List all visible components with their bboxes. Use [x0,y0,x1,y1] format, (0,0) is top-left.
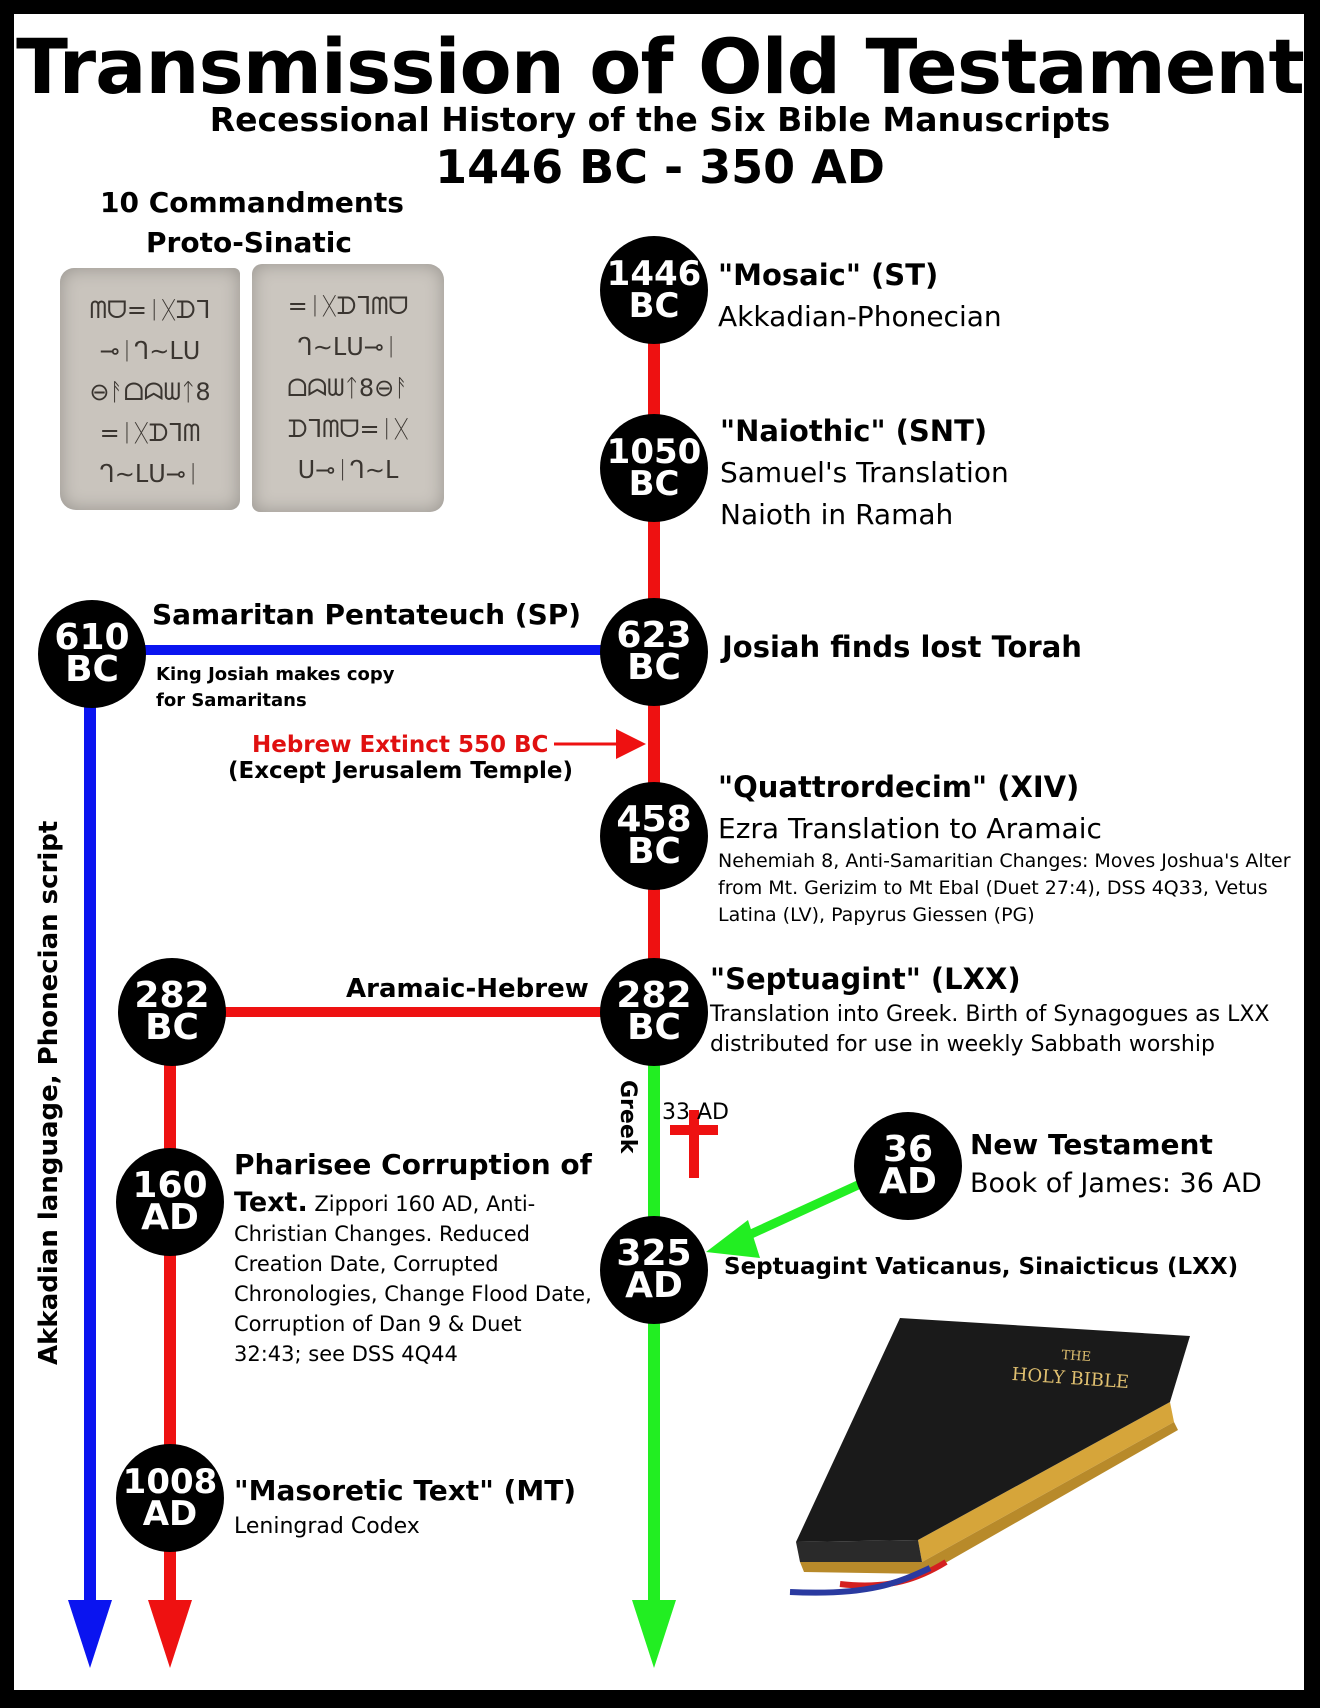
node-610-bc: 610 BC [38,600,146,708]
xiv-note: Nehemiah 8, Anti-Samaritian Changes: Moves Joshua's Alter from Mt. Gerizim to Mt Ebal (Duet 27:4), DSS 4Q33, Vetus Latina (LV), Papyrus Giessen (PG) [718,850,1291,926]
septuagint-title: "Septuagint" (LXX) [710,962,1021,996]
arrow-nt-to-325 [738,1185,858,1240]
xiv-subtitle: Ezra Translation to Aramaic [718,812,1102,845]
samaritan-note-2: for Samaritans [156,690,307,711]
aramaic-hebrew-label: Aramaic-Hebrew [346,974,589,1004]
tablets-label-line1: 10 Commandments [100,186,404,219]
tablet-glyph-row: ᗰᗜ=ᛁᚷᗪᒣ [89,296,211,324]
xiv-title: "Quattrordecim" (XIV) [718,770,1080,804]
josiah-label: Josiah finds lost Torah [722,630,1082,664]
new-testament-subtitle: Book of James: 36 AD [970,1168,1262,1199]
except-temple-label: (Except Jerusalem Temple) [228,758,573,784]
mosaic-subtitle: Akkadian-Phonecian [718,300,1002,333]
greek-label: Greek [615,1080,640,1154]
node-160-ad: 160 AD [116,1148,224,1256]
pharisee-title: Pharisee Corruption of [234,1148,592,1181]
hebrew-extinct-label: Hebrew Extinct 550 BC [252,732,549,758]
arrowhead-blue [68,1600,112,1668]
node-458-bc: 458 BC [600,782,708,890]
node-36-ad: 36 AD [854,1112,962,1220]
stone-tablet-left [60,268,240,510]
tablets-label-line2: Proto-Sinatic [146,226,352,259]
cross-date-label: 33 AD [662,1100,729,1125]
node-623-bc: 623 BC [600,598,708,706]
tablet-glyph-row: ⊖ᚨᗝᗣᗯᛏ8 [89,378,211,406]
new-testament-title: New Testament [970,1128,1213,1161]
bible-title-line1: THE [1061,1347,1092,1366]
tablet-glyph-row: ⊸ᛁᒉ∼ᒪᑌ [99,337,201,365]
node-325-ad: 325 AD [600,1216,708,1324]
tablet-glyph-row: ᒉ∼ᒪᑌ⊸ᛁ [297,333,399,361]
naiothic-subtitle-2: Naioth in Ramah [720,498,954,531]
pharisee-title-2: Text. [234,1187,308,1218]
stone-tablet-right [252,264,444,512]
naiothic-title: "Naiothic" (SNT) [720,414,988,448]
tablet-glyph-row: ᗪᒣᗰᗜ=ᛁᚷ [287,415,409,443]
page-subtitle: Recessional History of the Six Bible Manuscripts [209,100,1111,139]
mosaic-title: "Mosaic" (ST) [718,258,939,292]
arrowhead-green [632,1600,676,1668]
node-1008-ad: 1008 AD [116,1444,224,1552]
masoretic-subtitle: Leningrad Codex [234,1514,420,1539]
date-range: 1446 BC - 350 AD [435,140,885,194]
node-282-bc-left: 282 BC [118,958,226,1066]
akkadian-vertical-label: Akkadian language, Phonecian script [34,820,64,1365]
tablet-glyph-row: ᗝᗣᗯᛏ8⊖ᚨ [287,374,409,402]
samaritan-note-1: King Josiah makes copy [156,664,395,685]
samaritan-title: Samaritan Pentateuch (SP) [152,598,582,631]
node-1050-bc: 1050 BC [600,414,708,522]
arrowhead-red [148,1600,192,1668]
tablet-glyph-row: =ᛁᚷᗪᒣᗰᗜ [287,292,409,320]
arrowhead-nt [706,1220,760,1258]
node-282-bc-main: 282 BC [600,958,708,1066]
masoretic-title: "Masoretic Text" (MT) [234,1474,577,1507]
holy-bible-image [770,1300,1200,1600]
page-title: Transmission of Old Testament [16,22,1304,111]
tablet-glyph-row: =ᛁᚷᗪᒣᗰ [99,419,201,447]
pharisee-body [234,1188,594,1369]
cross-horizontal [670,1125,718,1135]
bible-cover-edge [796,1540,922,1562]
tablet-glyph-row: ᑌ⊸ᛁᒉ∼ᒪ [297,456,399,484]
naiothic-subtitle-1: Samuel's Translation [720,456,1009,489]
bible-title-line2: HOLY BIBLE [1011,1363,1130,1394]
tablet-glyph-row: ᒉ∼ᒪᑌ⊸ᛁ [99,460,201,488]
septuagint-subtitle: Translation into Greek. Birth of Synagogues as LXX distributed for use in weekly Sabbath worship [710,1002,1270,1057]
pharisee-note: Zippori 160 AD, Anti-Christian Changes. Reduced Creation Date, Corrupted Chronologies, Change Flood Date, Corruption of Dan 9 & Duet 32:43; see DSS 4Q44 [234,1192,592,1366]
node-1446-bc: 1446 BC [600,236,708,344]
vaticanus-label: Septuagint Vaticanus, Sinaicticus (LXX) [724,1254,1239,1280]
